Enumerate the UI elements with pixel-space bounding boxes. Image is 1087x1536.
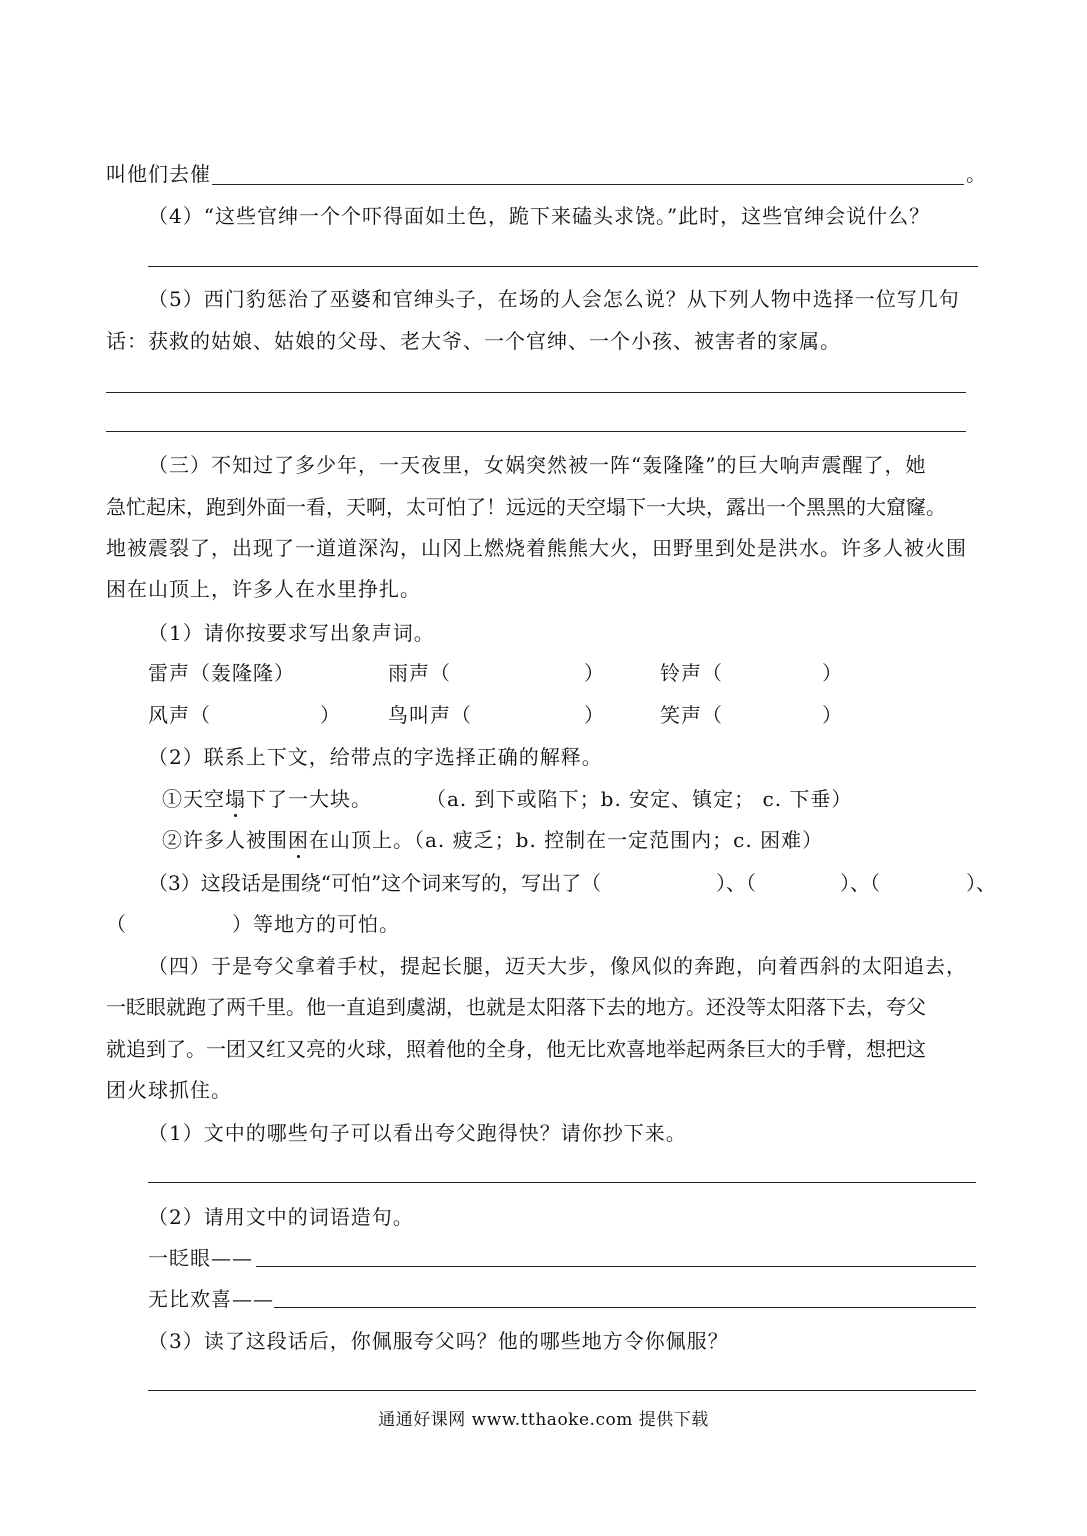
item-1-start: ①天空 [162, 787, 225, 811]
wind-close: ） [320, 703, 341, 727]
item-1-options: （a. 到下或陷下；b. 安定、镇定； c. 下垂） [426, 787, 853, 811]
passage-3-line-3: 地被震裂了，出现了一道道深沟，山冈上燃烧着熊熊大火，田野里到处是洪水。许多人被火围 [106, 536, 967, 560]
laugh-close: ） [822, 703, 843, 727]
thunder-example: 雷声（轰隆隆） [148, 661, 295, 685]
section-3-question-2: （2）联系上下文，给带点的字选择正确的解释。 [148, 745, 603, 769]
item-1 [162, 786, 372, 812]
section-4-question-2: （2）请用文中的词语造句。 [148, 1205, 414, 1229]
page-footer: 通通好课网 www.tthaoke.com 提供下载 [378, 1410, 709, 1430]
dotted-character: 塌 [225, 787, 246, 811]
rain-label: 雨声（ [388, 661, 451, 685]
rain-close: ） [584, 661, 605, 685]
section-3-question-3-end: ）等地方的可怕。 [232, 912, 400, 936]
section-3-question-3: （3）这段话是围绕“可怕”这个词来写的，写出了（ [148, 871, 602, 895]
answer-line[interactable] [106, 392, 966, 393]
passage-3-line-1: （三）不知过了多少年，一天夜里，女娲突然被一阵“轰隆隆”的巨大响声震醒了，她 [148, 453, 927, 477]
passage-3-line-2: 急忙起床，跑到外面一看，天啊，太可怕了！远远的天空塌下一大块，露出一个黑黑的大窟窿。 [106, 495, 946, 519]
bell-close: ） [822, 661, 843, 685]
separator-end: ）、 [966, 871, 996, 895]
separator: ）、（ [840, 871, 880, 895]
laugh-label: 笑声（ [660, 703, 723, 727]
section-3-question-1: （1）请你按要求写出象声词。 [148, 621, 435, 645]
wind-label: 风声（ [148, 703, 211, 727]
word-1-label: 一眨眼—— [148, 1246, 253, 1270]
passage-3-line-4: 困在山顶上，许多人在水里挣扎。 [106, 577, 421, 601]
answer-line[interactable] [106, 431, 966, 432]
answer-line[interactable] [212, 184, 964, 185]
item-1-end: 下了一大块。 [246, 787, 372, 811]
answer-line[interactable] [256, 1266, 976, 1267]
paren-open: （ [106, 912, 127, 936]
bird-close: ） [584, 703, 605, 727]
passage-4-line-1: （四）于是夸父拿着手杖，提起长腿，迈天大步，像风似的奔跑，向着西斜的太阳追去， [148, 954, 967, 978]
word-2-label: 无比欢喜—— [148, 1287, 274, 1311]
item-2-end: 在山顶上。（a. 疲乏；b. 控制在一定范围内；c. 困难） [309, 828, 824, 852]
period: 。 [966, 162, 987, 186]
dotted-character: 困 [288, 828, 309, 852]
question-5-line-1: （5）西门豹惩治了巫婆和官绅头子，在场的人会怎么说？从下列人物中选择一位写几句 [148, 287, 960, 311]
passage-4-line-3: 就追到了。一团又红又亮的火球，照着他的全身，他无比欢喜地举起两条巨大的手臂，想把这 [106, 1037, 926, 1061]
text: 叫他们去催 [106, 162, 211, 186]
fill-line-prompt [106, 161, 211, 187]
section-4-question-3: （3）读了这段话后，你佩服夸父吗？他的哪些地方令你佩服？ [148, 1329, 729, 1353]
separator: ）、（ [716, 871, 756, 895]
passage-4-line-2: 一眨眼就跑了两千里。他一直追到虞湖，也就是太阳落下去的地方。还没等太阳落下去，夸父 [106, 995, 926, 1019]
item-2 [162, 827, 823, 853]
section-4-question-1: （1）文中的哪些句子可以看出夸父跑得快？请你抄下来。 [148, 1121, 687, 1145]
question-4: （4）“这些官绅一个个吓得面如土色，跪下来磕头求饶。”此时，这些官绅会说什么？ [148, 204, 931, 228]
question-5-line-2: 话：获救的姑娘、姑娘的父母、老大爷、一个官绅、一个小孩、被害者的家属。 [106, 329, 841, 353]
answer-line[interactable] [274, 1307, 976, 1308]
answer-line[interactable] [148, 266, 978, 267]
answer-line[interactable] [148, 1390, 976, 1391]
answer-line[interactable] [148, 1182, 976, 1183]
bell-label: 铃声（ [660, 661, 723, 685]
bird-label: 鸟叫声（ [388, 703, 472, 727]
passage-4-line-4: 团火球抓住。 [106, 1078, 232, 1102]
item-2-start: ②许多人被围 [162, 828, 288, 852]
